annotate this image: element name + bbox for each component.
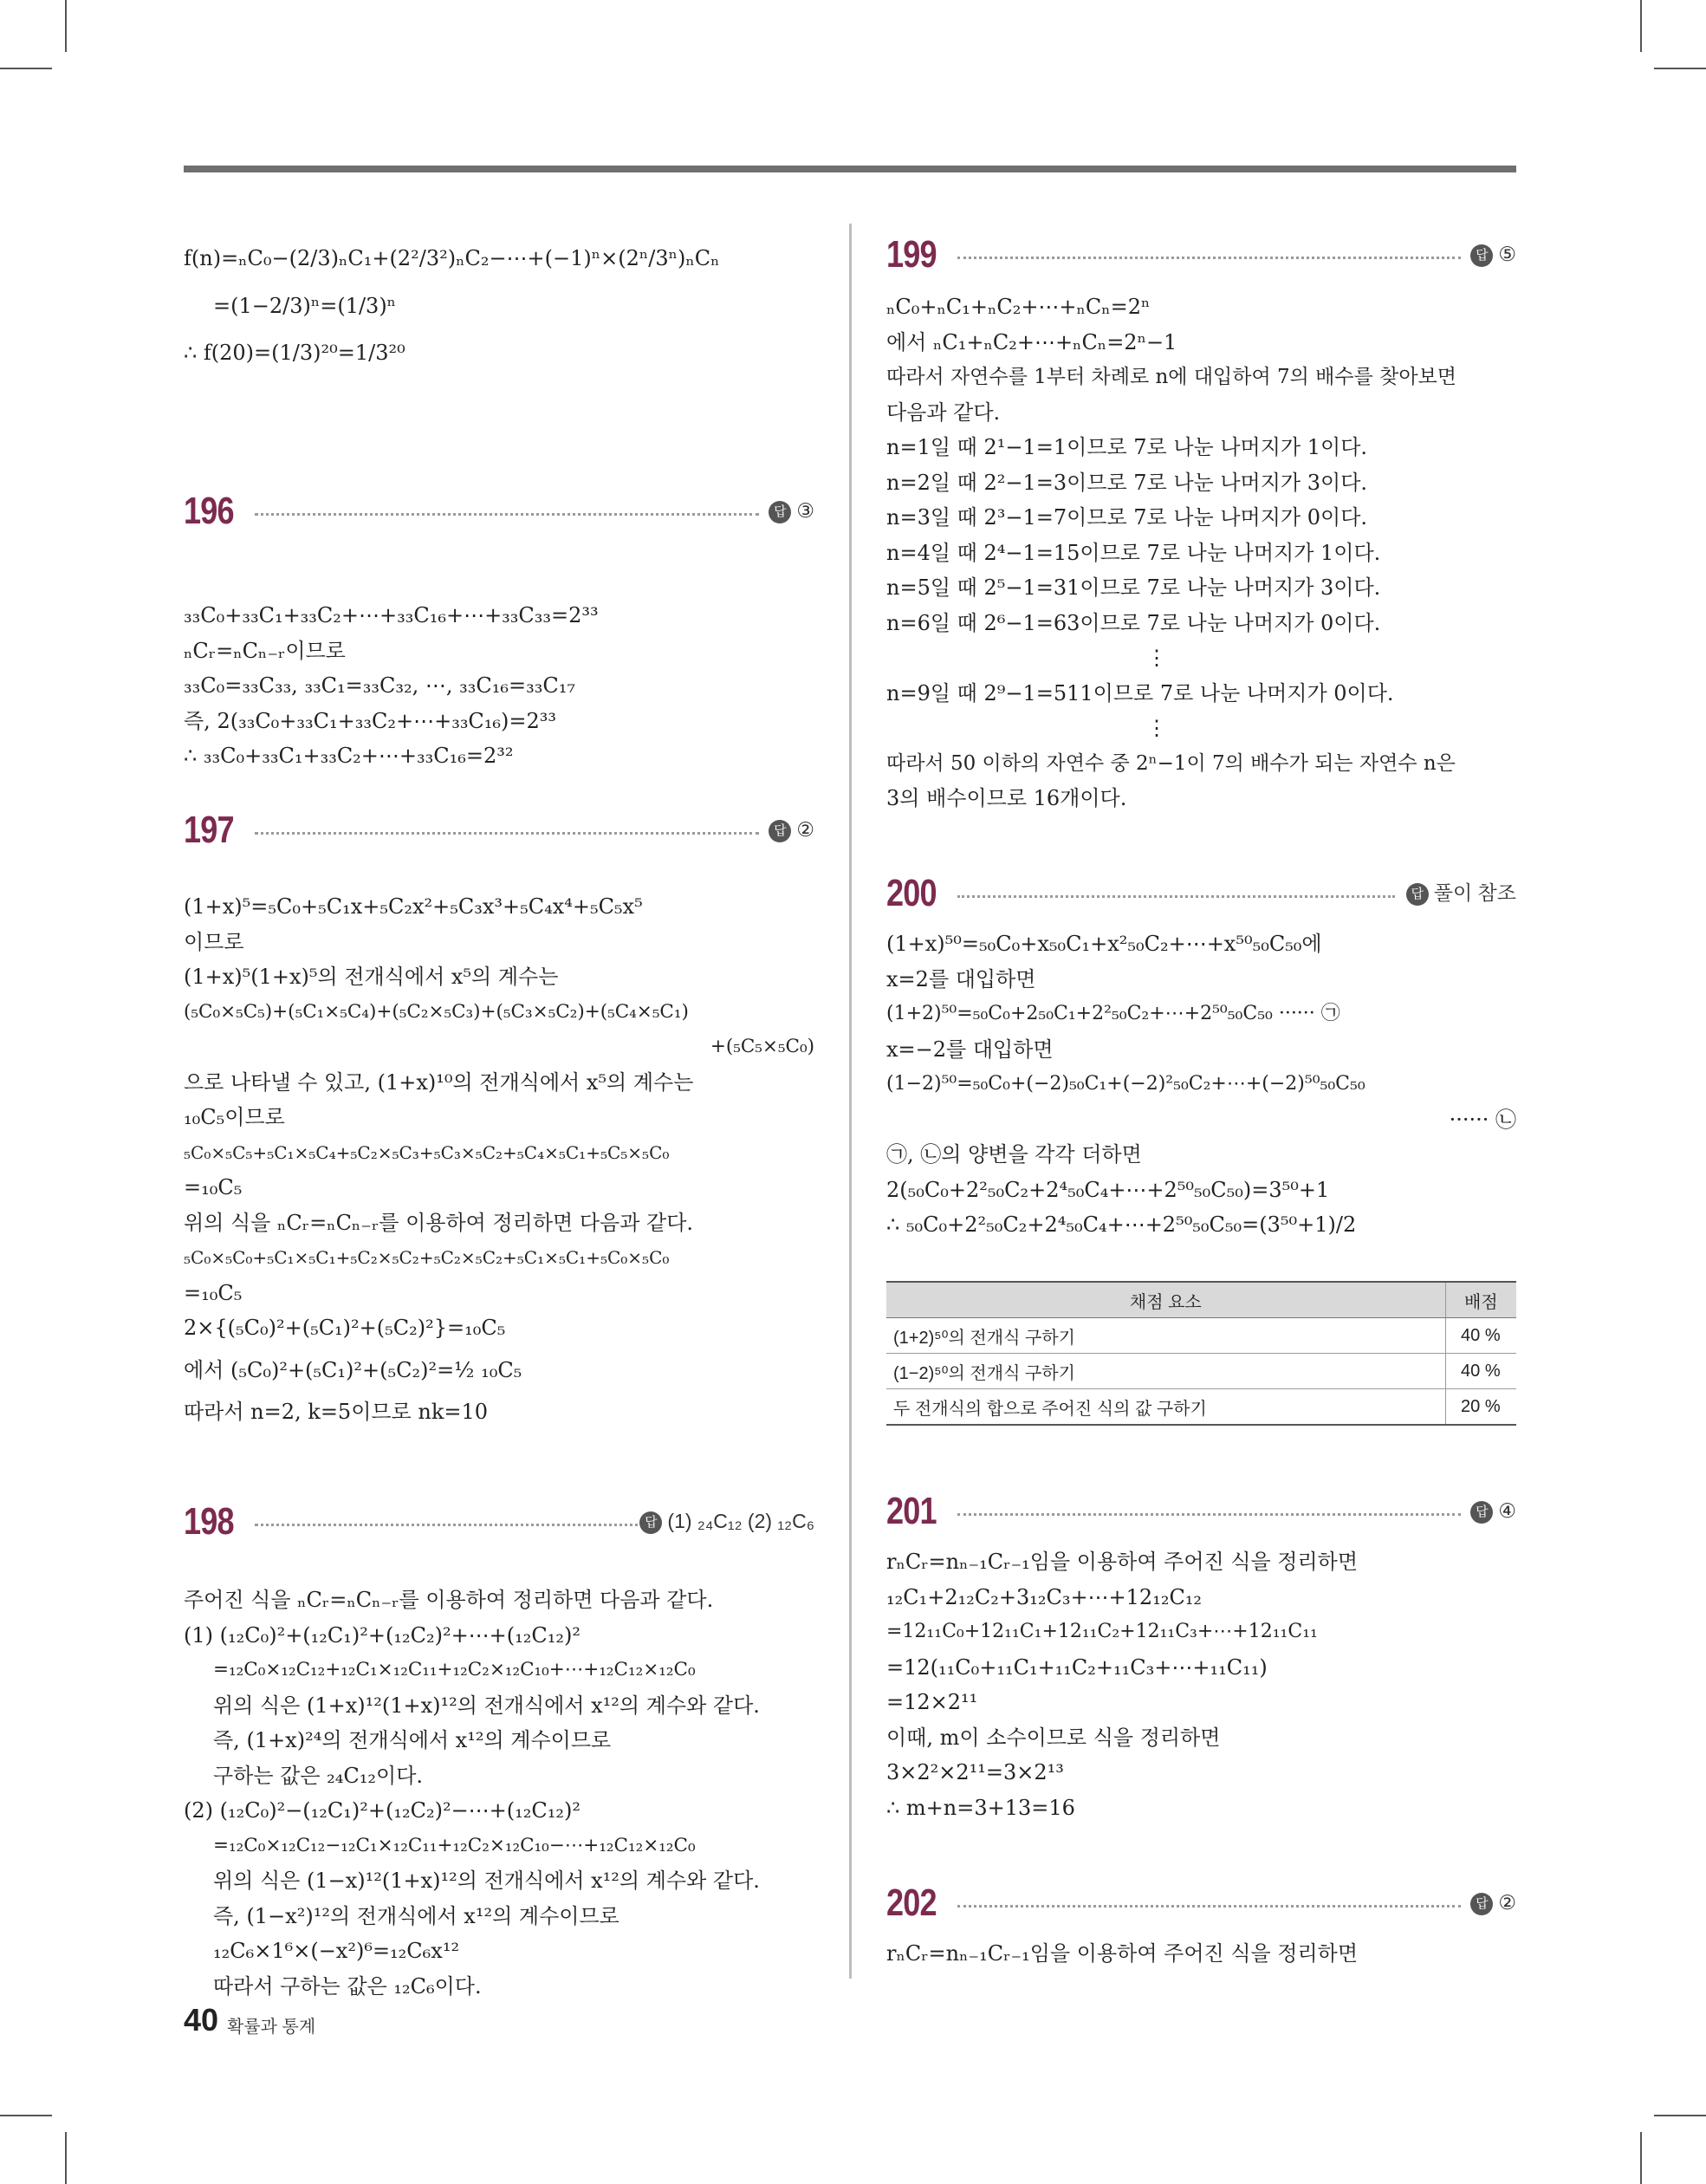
column-divider [849, 224, 852, 1979]
problem-number: 200 [886, 872, 937, 914]
solution-line: =₁₀C₅ [184, 1280, 243, 1305]
solution-line: ₁₂C₆×1⁶×(−x²)⁶=₁₂C₆x¹² [213, 1939, 460, 1963]
solution-line: ₅C₀×₅C₀+₅C₁×₅C₁+₅C₂×₅C₂+₅C₂×₅C₂+₅C₁×₅C₁+₅C₀×₅C₀ [184, 1247, 670, 1268]
table-row [886, 1354, 1516, 1389]
solution-line: +(₅C₅×₅C₀) [710, 1036, 814, 1057]
answer-label [769, 496, 814, 525]
crop-mark [1654, 2115, 1706, 2116]
intro-solution [184, 241, 814, 371]
solution-line: 위의 식을 ₙCᵣ=ₙCₙ₋ᵣ를 이용하여 정리하면 다음과 같다. [184, 1210, 694, 1235]
table-cell: (1+2)⁵⁰의 전개식 구하기 [886, 1318, 1445, 1354]
solution-line: ₃₃C₀+₃₃C₁+₃₃C₂+⋯+₃₃C₁₆+⋯+₃₃C₃₃=2³³ [184, 603, 599, 627]
solution-line: ₁₀C₅이므로 [184, 1105, 285, 1129]
table-header-row [886, 1282, 1516, 1318]
solution-line: 따라서 구하는 값은 ₁₂C₆이다. [213, 1973, 482, 1999]
solution-line: 구하는 값은 ₂₄C₁₂이다. [213, 1763, 424, 1788]
solution-line: ₅C₀×₅C₅+₅C₁×₅C₄+₅C₂×₅C₃+₅C₃×₅C₂+₅C₄×₅C₁+₅C₅×₅C₀ [184, 1141, 670, 1163]
solution-line: ⋮ [1146, 646, 1167, 670]
solution-line: ······ ㉡ [1449, 1107, 1516, 1132]
table-cell: 20 % [1445, 1389, 1516, 1426]
solution-line: ∴ m+n=3+13=16 [886, 1795, 1075, 1820]
answer-label [1470, 239, 1516, 269]
header-rule [184, 166, 1516, 172]
table-cell: 두 전개식의 합으로 주어진 식의 값 구하기 [886, 1389, 1445, 1426]
problem-header [184, 1498, 814, 1546]
solution-line: rₙCᵣ=nₙ₋₁Cᵣ₋₁임을 이용하여 주어진 식을 정리하면 [886, 1550, 1359, 1574]
answer-label [639, 1506, 814, 1536]
solution-line: 에서 ₙC₁+ₙC₂+⋯+ₙCₙ=2ⁿ−1 [886, 329, 1177, 354]
problem-196 [184, 487, 814, 774]
solution-line: n=5일 때 2⁵−1=31이므로 7로 나눈 나머지가 3이다. [886, 575, 1381, 600]
answer-value: ④ [1498, 1499, 1516, 1522]
answer-icon: 답 [1470, 1501, 1493, 1524]
answer-value: (1) ₂₄C₁₂ (2) ₁₂C₆ [667, 1510, 814, 1532]
table-cell: 40 % [1445, 1354, 1516, 1389]
solution-line: =12₁₁C₀+12₁₁C₁+12₁₁C₂+12₁₁C₃+⋯+12₁₁C₁₁ [886, 1621, 1318, 1642]
leader-dots [255, 513, 759, 516]
solution-line: =₁₂C₀×₁₂C₁₂+₁₂C₁×₁₂C₁₁+₁₂C₂×₁₂C₁₀+⋯+₁₂C₁₂×₁₂C₀ [213, 1659, 696, 1680]
problem-number: 198 [184, 1500, 234, 1543]
problem-number: 197 [184, 809, 234, 851]
solution-line: 따라서 50 이하의 자연수 중 2ⁿ−1이 7의 배수가 되는 자연수 n은 [886, 751, 1456, 775]
answer-value: ② [796, 818, 814, 841]
problem-202 [886, 1879, 1516, 1972]
problem-header [184, 487, 814, 536]
solution-line: ₁₂C₁+2₁₂C₂+3₁₂C₃+⋯+12₁₂C₁₂ [886, 1584, 1203, 1609]
solution-line: n=6일 때 2⁶−1=63이므로 7로 나눈 나머지가 0이다. [886, 610, 1381, 635]
solution-line: ∴ f(20)=(1/3)²⁰=1/3²⁰ [184, 341, 405, 365]
solution-line: 2(₅₀C₀+2²₅₀C₂+2⁴₅₀C₄+⋯+2⁵⁰₅₀C₅₀)=3⁵⁰+1 [886, 1177, 1330, 1202]
answer-label [1470, 1888, 1516, 1917]
solution-line: =12×2¹¹ [886, 1690, 978, 1714]
crop-mark [65, 2132, 67, 2184]
solution-line: =12(₁₁C₀+₁₁C₁+₁₁C₂+₁₁C₃+⋯+₁₁C₁₁) [886, 1654, 1268, 1680]
problem-201 [886, 1487, 1516, 1825]
solution-line: 에서 (₅C₀)²+(₅C₁)²+(₅C₂)²=½ ₁₀C₅ [184, 1357, 522, 1382]
solution-line: ㉠, ㉡의 양변을 각각 더하면 [886, 1142, 1142, 1167]
crop-mark [1640, 0, 1642, 52]
table-cell: (1−2)⁵⁰의 전개식 구하기 [886, 1354, 1445, 1389]
answer-value: 풀이 참조 [1433, 881, 1516, 904]
solution-line: ₙC₀+ₙC₁+ₙC₂+⋯+ₙCₙ=2ⁿ [886, 295, 1151, 319]
problem-header [886, 1487, 1516, 1536]
solution-line: 즉, (1+x)²⁴의 전개식에서 x¹²의 계수이므로 [213, 1728, 612, 1752]
solution-line: n=9일 때 2⁹−1=511이므로 7로 나눈 나머지가 0이다. [886, 680, 1394, 705]
solution-line: (1−2)⁵⁰=₅₀C₀+(−2)₅₀C₁+(−2)²₅₀C₂+⋯+(−2)⁵⁰₅₀C₅₀ [886, 1073, 1365, 1095]
answer-icon: 답 [1406, 883, 1429, 906]
problem-198 [184, 1498, 814, 2004]
solution-line: x=−2를 대입하면 [886, 1037, 1054, 1062]
table-cell: 40 % [1445, 1318, 1516, 1354]
solution-line: x=2를 대입하면 [886, 966, 1036, 991]
table-header: 배점 [1445, 1282, 1516, 1318]
answer-label [769, 815, 814, 844]
solution-line: 3의 배수이므로 16개이다. [886, 786, 1127, 810]
solution-line: 위의 식은 (1−x)¹²(1+x)¹²의 전개식에서 x¹²의 계수와 같다. [213, 1869, 760, 1893]
problem-header [886, 869, 1516, 918]
answer-value: ③ [796, 499, 814, 522]
problem-number: 202 [886, 1882, 937, 1924]
problem-200 [886, 869, 1516, 1419]
problem-199 [886, 231, 1516, 816]
leader-dots [957, 1513, 1461, 1516]
solution-line: (1) (₁₂C₀)²+(₁₂C₁)²+(₁₂C₂)²+⋯+(₁₂C₁₂)² [184, 1622, 581, 1648]
footer-subject: 확률과 통계 [227, 2018, 316, 2037]
solution-line: 즉, (1−x²)¹²의 전개식에서 x¹²의 계수이므로 [213, 1903, 619, 1928]
solution-line: rₙCᵣ=nₙ₋₁Cᵣ₋₁임을 이용하여 주어진 식을 정리하면 [886, 1941, 1359, 1966]
problem-197 [184, 806, 814, 1430]
solution-line: ⋮ [1146, 716, 1167, 740]
answer-label [1470, 1496, 1516, 1525]
problem-number: 196 [184, 490, 234, 532]
solution-line: (₅C₀×₅C₅)+(₅C₁×₅C₄)+(₅C₂×₅C₃)+(₅C₃×₅C₂)+(₅C₄×₅C₁) [184, 1000, 689, 1023]
problem-header [184, 806, 814, 855]
solution-line: 3×2²×2¹¹=3×2¹³ [886, 1760, 1064, 1784]
leader-dots [957, 895, 1395, 898]
problem-header [886, 231, 1516, 279]
scoring-table [886, 1281, 1516, 1426]
table-row [886, 1389, 1516, 1426]
crop-mark [1654, 68, 1706, 69]
solution-line: 다음과 같다. [886, 400, 1001, 425]
solution-line: =(1−2/3)ⁿ=(1/3)ⁿ [213, 293, 397, 318]
solution-line: ₃₃C₀=₃₃C₃₃, ₃₃C₁=₃₃C₃₂, ⋯, ₃₃C₁₆=₃₃C₁₇ [184, 673, 575, 698]
crop-mark [65, 0, 67, 52]
solution-line: n=4일 때 2⁴−1=15이므로 7로 나눈 나머지가 1이다. [886, 540, 1381, 565]
leader-dots [957, 257, 1461, 259]
answer-icon: 답 [1470, 244, 1493, 267]
answer-value: ② [1498, 1891, 1516, 1914]
solution-line: (1+x)⁵(1+x)⁵의 전개식에서 x⁵의 계수는 [184, 965, 559, 989]
table-header: 채점 요소 [886, 1282, 1445, 1318]
solution-line: 이때, m이 소수이므로 식을 정리하면 [886, 1725, 1221, 1750]
solution-line: 즉, 2(₃₃C₀+₃₃C₁+₃₃C₂+⋯+₃₃C₁₆)=2³³ [184, 708, 557, 733]
problem-header [886, 1879, 1516, 1927]
crop-mark [1640, 2132, 1642, 2184]
page-number: 40 [184, 2002, 219, 2038]
crop-mark [0, 68, 52, 69]
solution-line: 위의 식은 (1+x)¹²(1+x)¹²의 전개식에서 x¹²의 계수와 같다. [213, 1693, 760, 1718]
solution-line: n=1일 때 2¹−1=1이므로 7로 나눈 나머지가 1이다. [886, 435, 1368, 459]
solution-line: 따라서 n=2, k=5이므로 nk=10 [184, 1400, 489, 1424]
answer-icon: 답 [639, 1511, 662, 1534]
answer-icon: 답 [769, 501, 791, 523]
crop-mark [0, 2115, 52, 2116]
problem-number: 201 [886, 1490, 937, 1532]
solution-line: n=3일 때 2³−1=7이므로 7로 나눈 나머지가 0이다. [886, 505, 1368, 530]
solution-line: (1+x)⁵⁰=₅₀C₀+x₅₀C₁+x²₅₀C₂+⋯+x⁵⁰₅₀C₅₀에 [886, 932, 1322, 956]
problem-number: 199 [886, 233, 937, 276]
solution-line: 따라서 자연수를 1부터 차례로 n에 대입하여 7의 배수를 찾아보면 [886, 366, 1457, 388]
answer-value: ⑤ [1498, 243, 1516, 265]
solution-line: 주어진 식을 ₙCᵣ=ₙCₙ₋ᵣ를 이용하여 정리하면 다음과 같다. [184, 1588, 714, 1612]
solution-line: (1+x)⁵=₅C₀+₅C₁x+₅C₂x²+₅C₃x³+₅C₄x⁴+₅C₅x⁵ [184, 894, 643, 919]
answer-icon: 답 [1470, 1893, 1493, 1915]
answer-label [1406, 878, 1516, 907]
leader-dots [255, 832, 759, 835]
solution-line: =₁₀C₅ [184, 1175, 243, 1199]
solution-line: ∴ ₅₀C₀+2²₅₀C₂+2⁴₅₀C₄+⋯+2⁵⁰₅₀C₅₀=(3⁵⁰+1)/2 [886, 1212, 1357, 1237]
solution-line: 으로 나타낼 수 있고, (1+x)¹⁰의 전개식에서 x⁵의 계수는 [184, 1069, 694, 1095]
solution-line: 이므로 [184, 929, 244, 954]
solution-line: ₙCᵣ=ₙCₙ₋ᵣ이므로 [184, 638, 346, 663]
solution-line: n=2일 때 2²−1=3이므로 7로 나눈 나머지가 3이다. [886, 470, 1368, 495]
leader-dots [255, 1524, 645, 1526]
solution-line: f(n)=ₙC₀−(2/3)ₙC₁+(2²/3²)ₙC₂−⋯+(−1)ⁿ×(2ⁿ/3ⁿ)ₙCₙ [184, 246, 720, 270]
leader-dots [957, 1905, 1461, 1908]
solution-line: 2×{(₅C₀)²+(₅C₁)²+(₅C₂)²}=₁₀C₅ [184, 1316, 506, 1340]
solution-line: =₁₂C₀×₁₂C₁₂−₁₂C₁×₁₂C₁₁+₁₂C₂×₁₂C₁₀−⋯+₁₂C₁₂×₁₂C₀ [213, 1834, 696, 1856]
solution-line: (1+2)⁵⁰=₅₀C₀+2₅₀C₁+2²₅₀C₂+⋯+2⁵⁰₅₀C₅₀ ······ ㉠ [886, 1003, 1340, 1024]
answer-icon: 답 [769, 820, 791, 842]
table-row [886, 1318, 1516, 1354]
solution-line: (2) (₁₂C₀)²−(₁₂C₁)²+(₁₂C₂)²−⋯+(₁₂C₁₂)² [184, 1798, 581, 1823]
solution-line: ∴ ₃₃C₀+₃₃C₁+₃₃C₂+⋯+₃₃C₁₆=2³² [184, 744, 514, 768]
